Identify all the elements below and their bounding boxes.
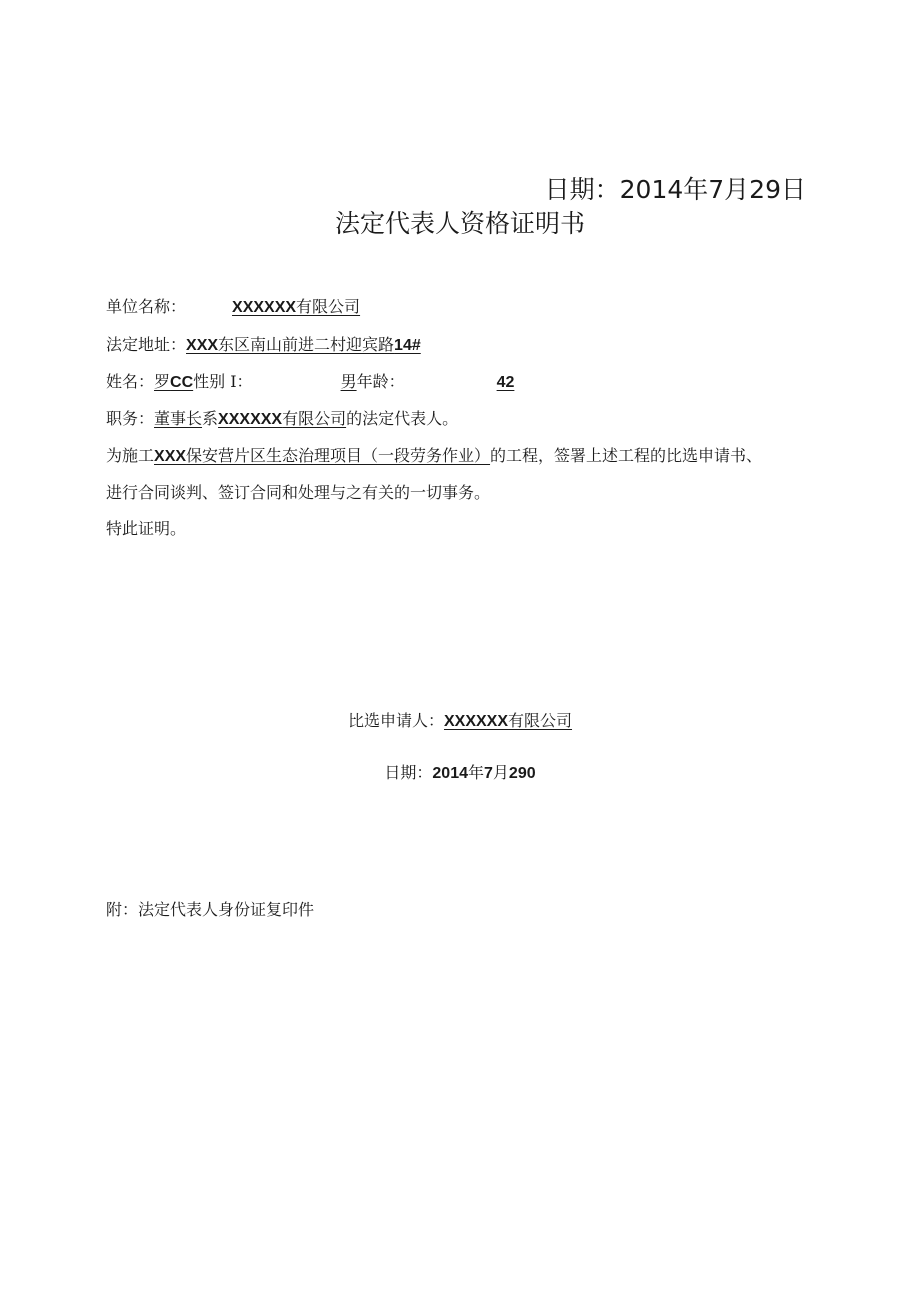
name-value [154, 372, 193, 391]
age-value: 42 [496, 374, 515, 391]
body-line-3: 特此证明。 [106, 519, 187, 538]
address-text: 东区南山前进二村迎宾路 [218, 335, 395, 354]
position-company [218, 409, 346, 428]
signature-date-day: 290 [508, 765, 536, 782]
name-label: 姓名： [106, 372, 155, 391]
name-surname: 罗 [154, 372, 171, 391]
applicant-value [444, 711, 572, 730]
applicant-text: 有限公司 [508, 711, 573, 730]
attachment-note: 附：法定代表人身份证复印件 [106, 900, 315, 919]
gender-value: 男 [340, 372, 357, 391]
position-company-text: 有限公司 [282, 409, 347, 428]
address-value [186, 335, 421, 354]
signature-date-line [0, 762, 920, 785]
signature-date-month-unit: 月 [492, 763, 509, 782]
gender-label: 性别 I： [193, 372, 253, 391]
person-line [106, 371, 514, 394]
signature-date-year: 2014 [432, 765, 468, 782]
address-code: XXX [186, 337, 219, 354]
unit-text: 有限公司 [296, 297, 361, 316]
address-line [106, 334, 421, 357]
signature-date-month: 7 [484, 765, 493, 782]
project-text: 保安营片区生态治理项目（一段劳务作业） [186, 446, 491, 465]
signature-date-label: 日期： [384, 763, 433, 782]
address-number: 14# [394, 337, 421, 354]
unit-code: XXXXXX [232, 299, 297, 316]
header-date: 日期：2014年7月29日 [544, 175, 806, 204]
unit-name-value [232, 297, 360, 316]
address-label: 法定地址： [106, 335, 187, 354]
applicant-label: 比选申请人： [347, 711, 444, 730]
applicant-code: XXXXXX [443, 713, 509, 730]
age-label: 年龄： [356, 372, 405, 391]
signature-date-year-unit: 年 [467, 763, 484, 782]
body-line-2: 进行合同谈判、签订合同和处理与之有关的一切事务。 [106, 483, 491, 502]
position-line [106, 408, 458, 431]
position-company-code: XXXXXX [218, 411, 283, 428]
body-prefix: 为施工 [106, 446, 155, 465]
position-connector: 系 [202, 409, 219, 428]
body-line1-suffix: 的工程，签署上述工程的比选申请书、 [490, 446, 763, 465]
applicant-line [0, 710, 920, 733]
unit-name-line [106, 296, 360, 319]
name-rest: CC [170, 374, 194, 391]
project-code: XXX [154, 448, 187, 465]
position-title: 董事长 [154, 409, 203, 428]
unit-name-label: 单位名称： [106, 297, 187, 316]
body-line-1 [106, 445, 762, 468]
position-suffix: 的法定代表人。 [346, 409, 459, 428]
position-label: 职务： [106, 409, 155, 428]
document-title: 法定代表人资格证明书 [334, 209, 585, 238]
project-name [154, 446, 490, 465]
